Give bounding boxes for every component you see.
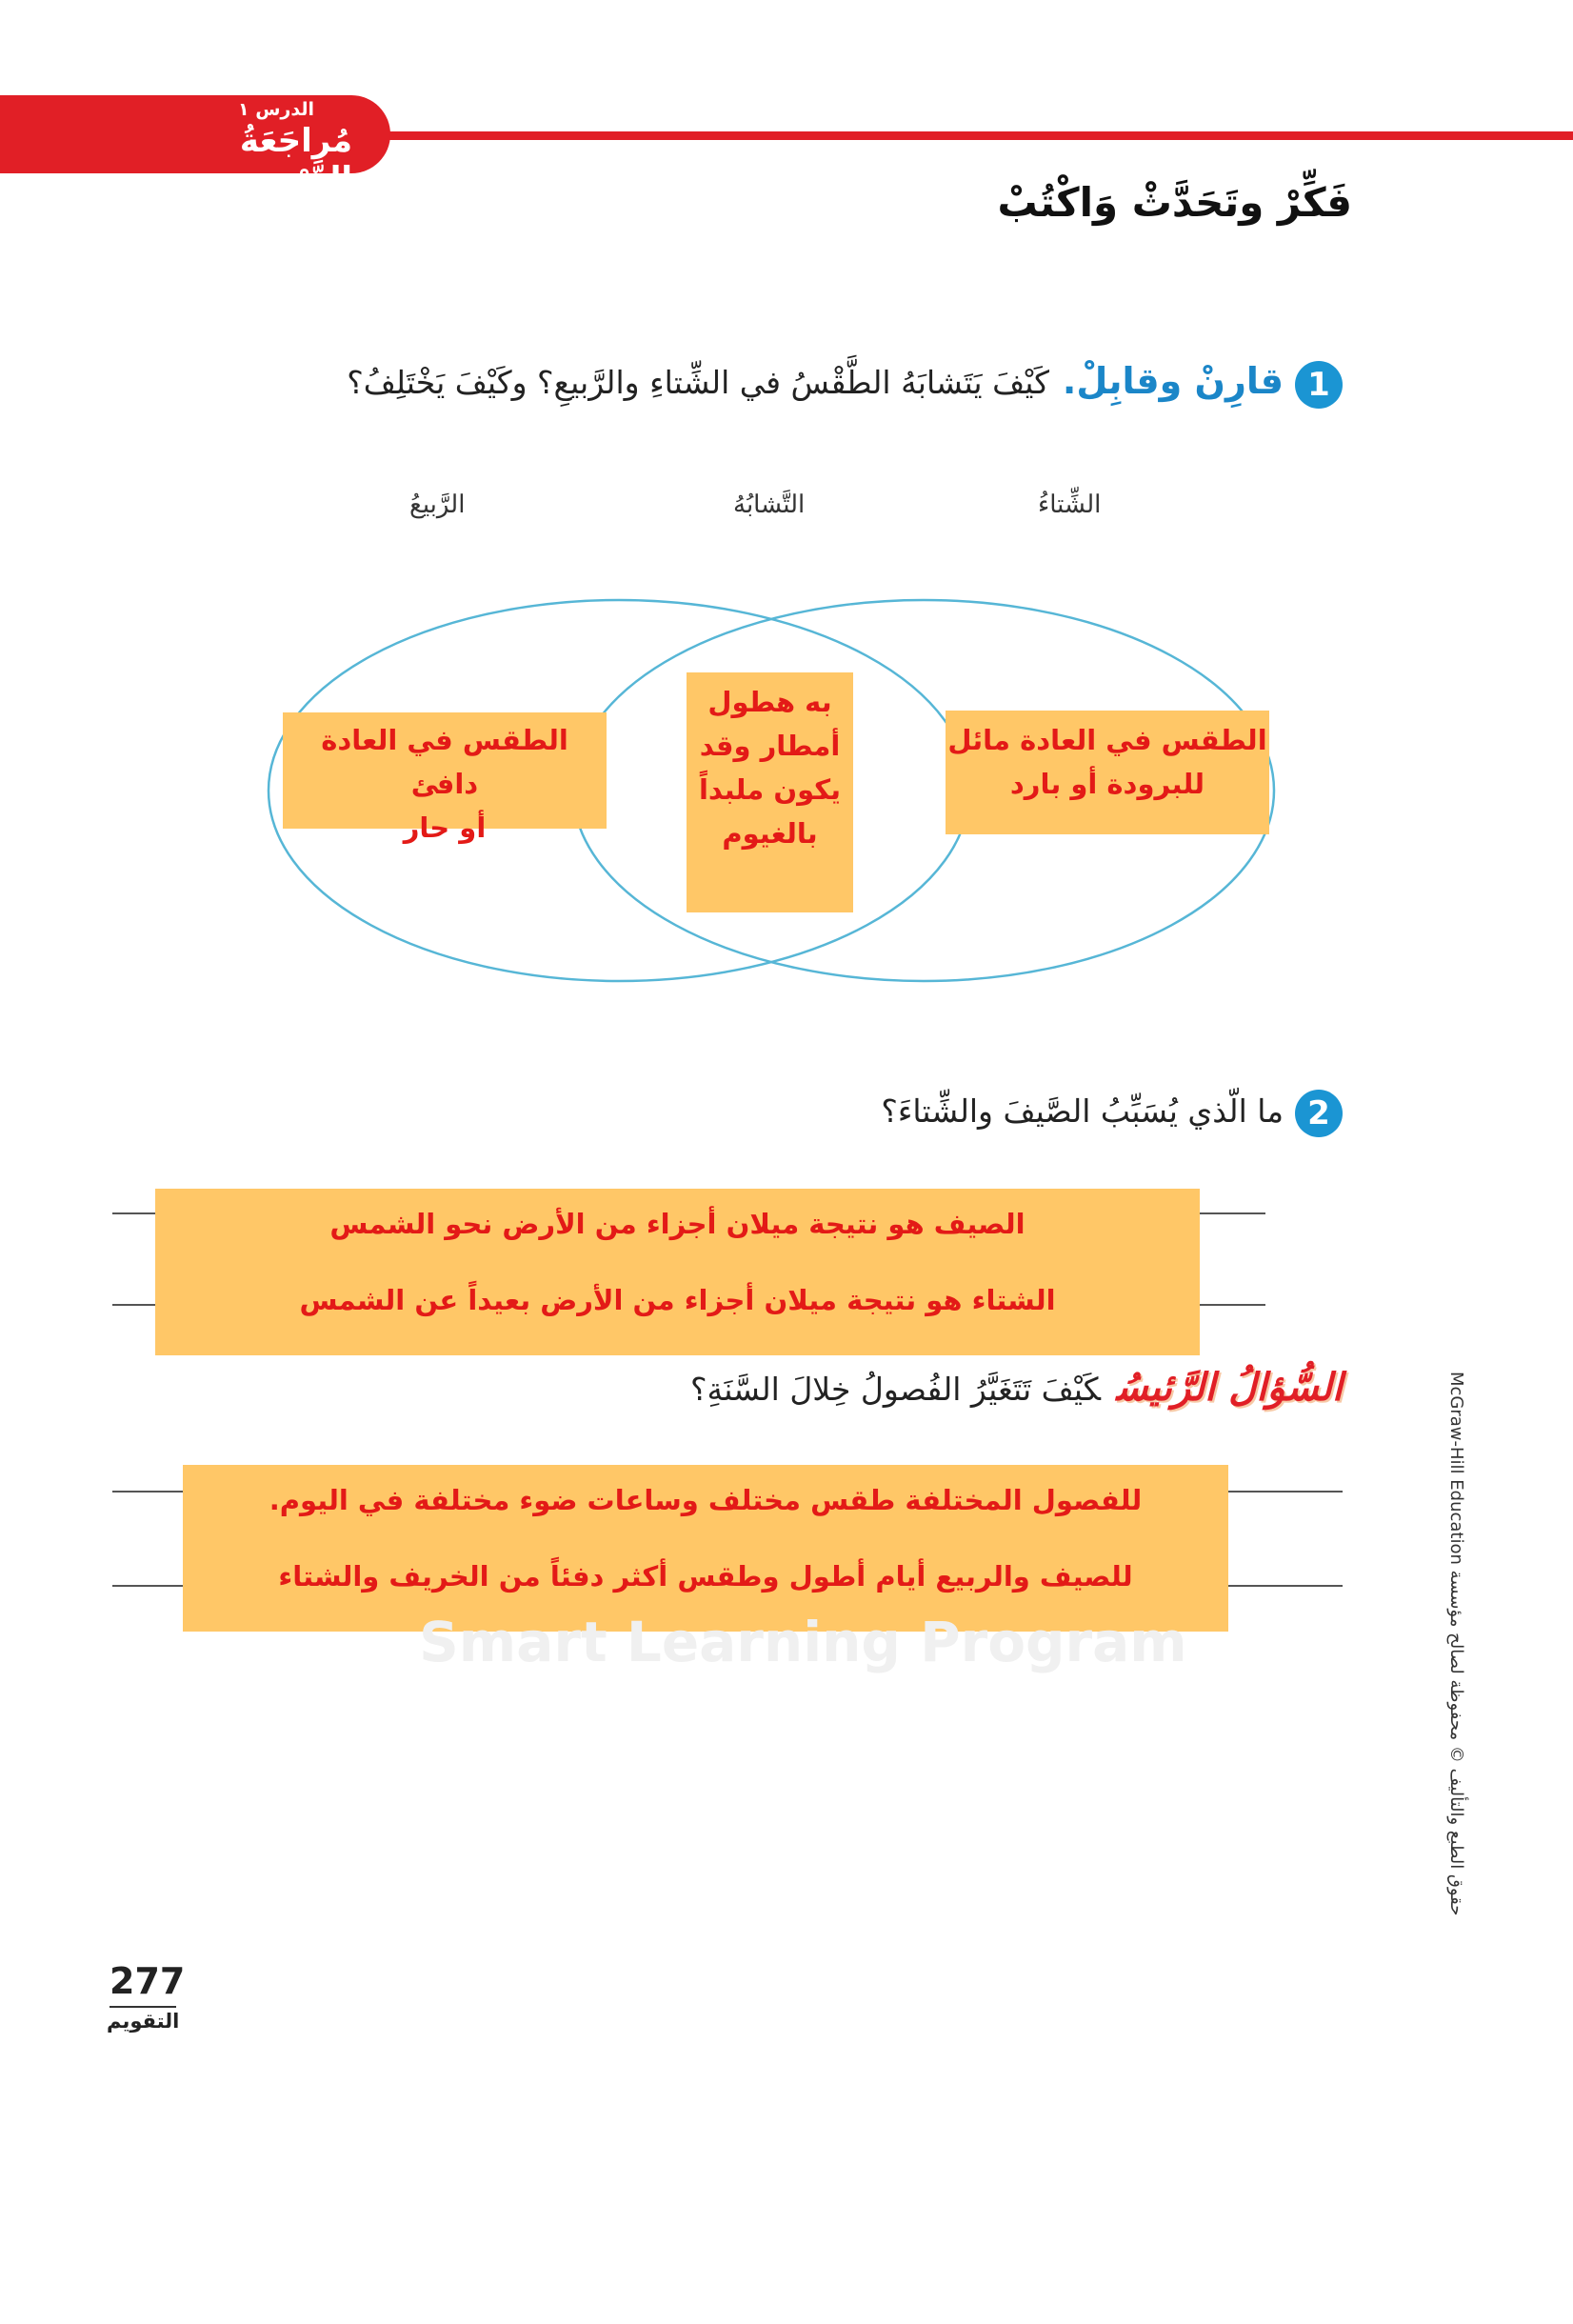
answer-text: الطقس في العادة دافئ (321, 724, 568, 800)
section-title: فَكِّرْ وتَحَدَّثْ وَاكْتُبْ (997, 179, 1352, 226)
question-text: ما الّذي يُسَبِّبُ الصَّيفَ والشِّتاءَ؟ (881, 1092, 1284, 1130)
copyright-notice: حقوق الطبع والتأليف © محفوظة لصالح مؤسسة McGraw-Hill Education (1446, 1372, 1466, 1916)
answer-line (1224, 1491, 1343, 1493)
answer-text: به هطول (707, 686, 832, 718)
venn-header-winter: الشِّتاءُ (1038, 491, 1102, 519)
venn-header-similarity: التَّشابُهُ (733, 491, 806, 519)
answer-box-key-question[interactable] (183, 1465, 1228, 1632)
answer-text: أو حار (403, 811, 487, 844)
question-1 (124, 360, 1343, 409)
answer-text: للصيف والربيع أيام أطول وطقس أكثر دفئاً من الخريف والشتاء (278, 1560, 1133, 1593)
question-number-badge: 2 (1295, 1090, 1343, 1137)
answer-line (1195, 1304, 1265, 1306)
question-text: كَيْفَ يَتَشابَهُ الطَّقْسُ في الشِّتاءِ والرَّبيعِ؟ وكَيْفَ يَخْتَلِفُ؟ (347, 364, 1049, 401)
answer-text: الصيف هو نتيجة ميلان أجزاء من الأرض نحو الشمس (329, 1208, 1025, 1240)
page-number: 277 (110, 1960, 186, 2002)
key-question-label: السُّؤالُ الرَّئيسُ (1115, 1366, 1343, 1410)
answer-line (1224, 1585, 1343, 1587)
page-section: التقويم (107, 2010, 180, 2033)
question-text: كَيْفَ تَتَغَيَّرُ الفُصولُ خِلالَ السَّنَةِ؟ (690, 1371, 1101, 1408)
answer-text: للفصول المختلفة طقس مختلف وساعات ضوء مختلفة في اليوم. (269, 1484, 1143, 1516)
key-question (428, 1366, 1343, 1410)
lesson-label: الدرس ١ (237, 99, 314, 120)
watermark: Smart Learning Program (419, 1610, 1187, 1674)
question-2 (476, 1090, 1343, 1137)
answer-box-spring[interactable] (283, 712, 607, 844)
answer-text: للبرودة أو بارد (1009, 768, 1205, 800)
answer-text: الشتاء هو نتيجة ميلان أجزاء من الأرض بعيداً عن الشمس (299, 1284, 1056, 1316)
answer-text: الطقس في العادة مائل (947, 724, 1267, 756)
answer-box-similarity[interactable] (687, 672, 853, 912)
answer-line (1195, 1212, 1265, 1214)
answer-text: يكون ملبداً (698, 773, 842, 806)
answer-box-q2[interactable] (155, 1189, 1200, 1355)
answer-box-winter[interactable] (946, 711, 1269, 834)
answer-text: بالغيوم (722, 817, 818, 850)
answer-line (112, 1585, 189, 1587)
question-number-badge: 1 (1295, 361, 1343, 409)
venn-header-spring: الرَّبيعُ (409, 491, 466, 519)
answer-text: أمطار وقد (699, 730, 841, 762)
banner-title: مُراجَعَةُ الدَّرْسِ (239, 122, 352, 198)
header-rule (376, 131, 1573, 140)
answer-line (112, 1491, 189, 1493)
question-label: قارِنْ وقابِلْ. (1062, 360, 1284, 402)
page-number-rule (110, 2006, 176, 2008)
